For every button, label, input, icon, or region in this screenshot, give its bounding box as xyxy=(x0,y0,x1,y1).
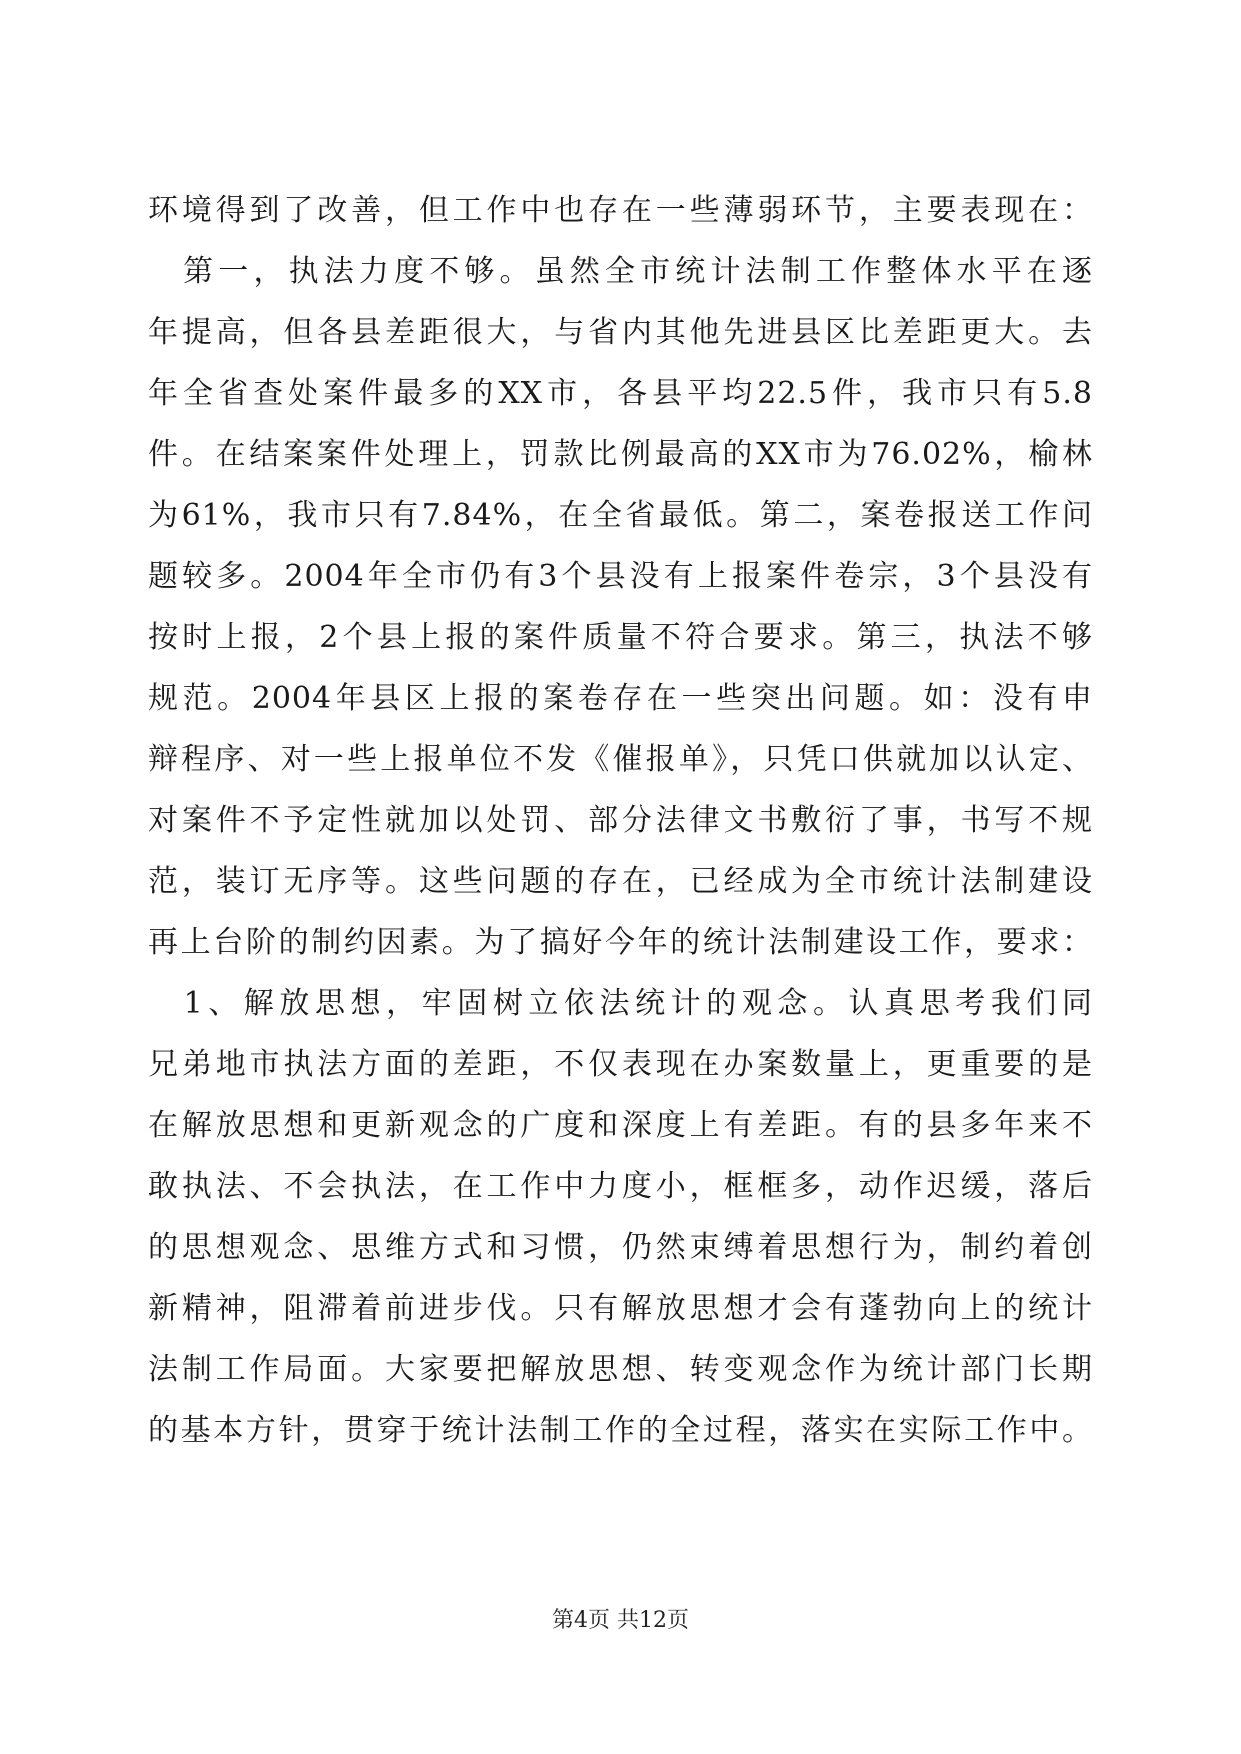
text-line: 环境得到了改善，但工作中也存在一些薄弱环节，主要表现在： xyxy=(148,193,1093,228)
text-line: 为61%，我市只有7.84%，在全省最低。第二，案卷报送工作问 xyxy=(148,498,1093,533)
text-line: 1、解放思想，牢固树立依法统计的观念。认真思考我们同 xyxy=(148,986,1093,1021)
text-line: 法制工作局面。大家要把解放思想、转变观念作为统计部门长期 xyxy=(148,1352,1093,1387)
page-number-label: 第4页 共12页 xyxy=(552,1608,689,1633)
text-line: 年提高，但各县差距很大，与省内其他先进县区比差距更大。去 xyxy=(148,315,1093,350)
text-line: 的基本方针，贯穿于统计法制工作的全过程，落实在实际工作中。 xyxy=(148,1413,1093,1448)
body-text xyxy=(148,180,1093,1461)
text-line: 在解放思想和更新观念的广度和深度上有差距。有的县多年来不 xyxy=(148,1108,1093,1143)
text-line: 件。在结案案件处理上，罚款比例最高的XX市为76.02%，榆林 xyxy=(148,437,1093,472)
text-line: 新精神，阻滞着前进步伐。只有解放思想才会有蓬勃向上的统计 xyxy=(148,1291,1093,1326)
text-line: 敢执法、不会执法，在工作中力度小，框框多，动作迟缓，落后 xyxy=(148,1169,1093,1204)
text-line: 辩程序、对一些上报单位不发《催报单》，只凭口供就加以认定、 xyxy=(148,742,1093,777)
text-line: 对案件不予定性就加以处罚、部分法律文书敷衍了事，书写不规 xyxy=(148,803,1093,838)
text-line: 题较多。2004年全市仍有3个县没有上报案件卷宗，3个县没有 xyxy=(148,559,1093,594)
text-line: 规范。2004年县区上报的案卷存在一些突出问题。如：没有申 xyxy=(148,681,1093,716)
text-line: 按时上报，2个县上报的案件质量不符合要求。第三，执法不够 xyxy=(148,620,1093,655)
page-footer xyxy=(0,1606,1241,1636)
text-line: 范，装订无序等。这些问题的存在，已经成为全市统计法制建设 xyxy=(148,864,1093,899)
text-line: 第一，执法力度不够。虽然全市统计法制工作整体水平在逐 xyxy=(148,254,1093,289)
text-line: 的思想观念、思维方式和习惯，仍然束缚着思想行为，制约着创 xyxy=(148,1230,1093,1265)
text-line: 年全省查处案件最多的XX市，各县平均22.5件，我市只有5.8 xyxy=(148,376,1093,411)
text-line: 再上台阶的制约因素。为了搞好今年的统计法制建设工作，要求： xyxy=(148,925,1093,960)
text-line: 兄弟地市执法方面的差距，不仅表现在办案数量上，更重要的是 xyxy=(148,1047,1093,1082)
